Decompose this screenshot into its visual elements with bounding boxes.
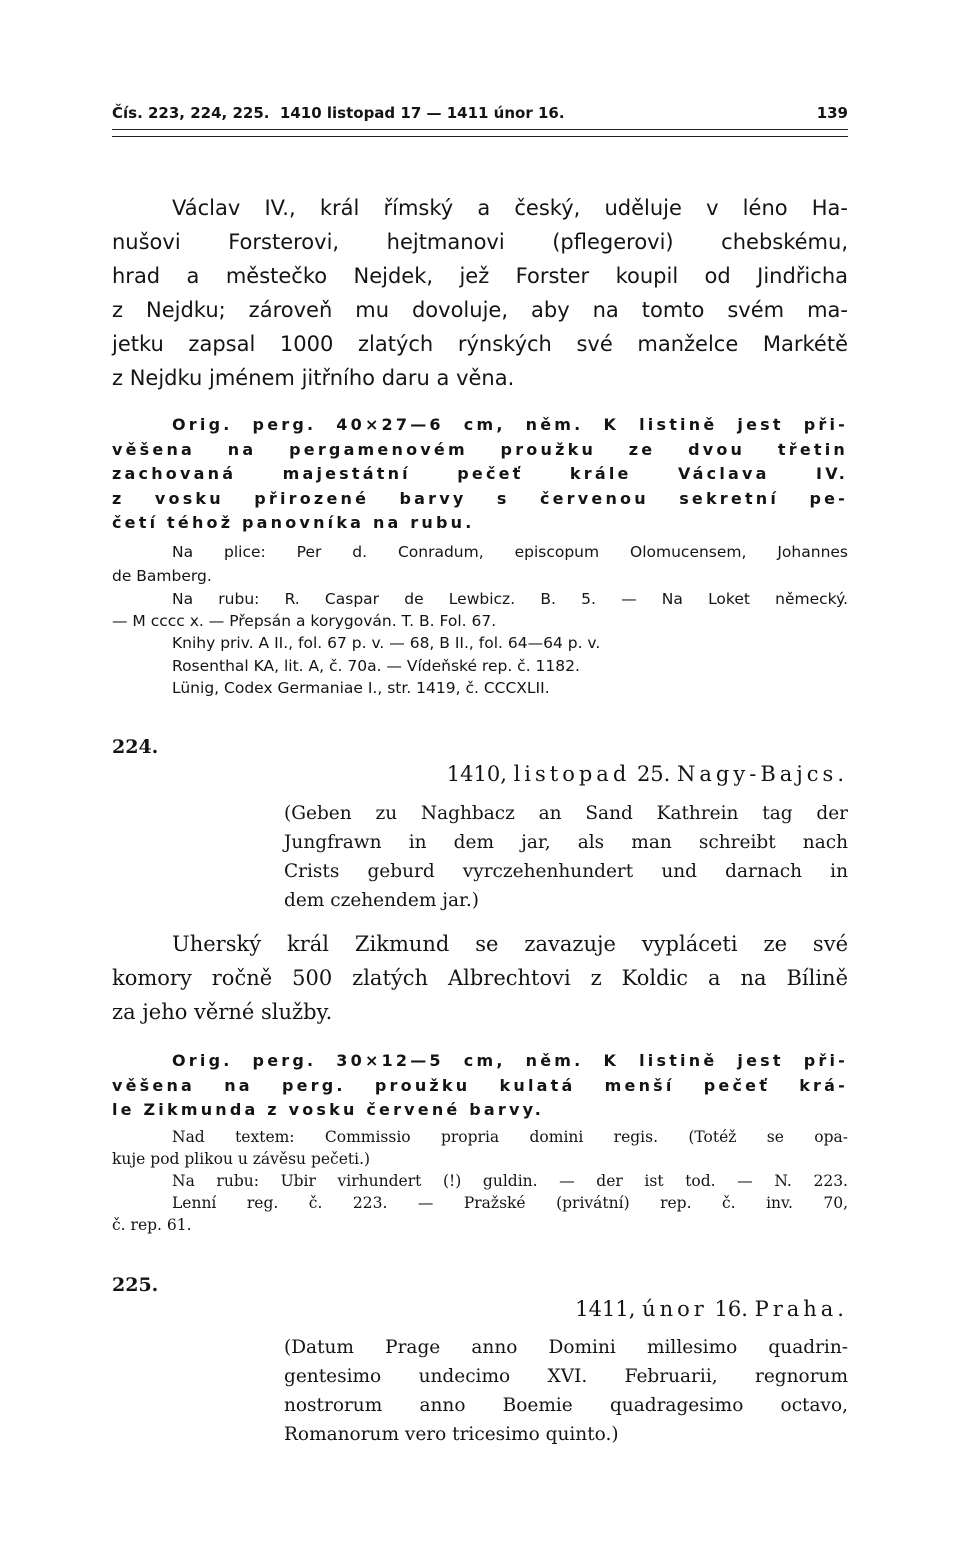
note-line: Nad textem: Commissio propria domini regis. (Totéž se opa- [172, 1128, 848, 1146]
description-line: Orig. perg. 30×12—5 cm, něm. K listině jest při- [172, 1051, 848, 1070]
note-line: Lünig, Codex Germaniae I., str. 1419, č. CCCXLII. [172, 679, 550, 697]
note-line: Rosenthal KA, lit. A, č. 70a. — Vídeňské rep. č. 1182. [172, 657, 580, 675]
datum-line: Jungfrawn in dem jar, als man schreibt nach [284, 832, 848, 853]
description-line: věšena na pergamenovém proužku ze dvou třetin [112, 440, 848, 459]
note-line: Na rubu: R. Caspar de Lewbicz. B. 5. — Na Loket německý. [172, 590, 848, 608]
regest-line: z Nejdku; zároveň mu dovoluje, aby na tomto svém ma- [112, 298, 848, 322]
document-number: 225. [112, 1274, 159, 1296]
regest-line: hrad a městečko Nejdek, jež Forster koupil od Jindřicha [112, 264, 848, 288]
header-rule [112, 129, 848, 130]
document-number: 224. [112, 736, 159, 758]
description-line: Orig. perg. 40×27—6 cm, něm. K listině jest při- [172, 415, 848, 434]
date-place: Praha. [754, 1297, 848, 1321]
description-line: z vosku přirozené barvy s červenou sekretní pe- [112, 489, 848, 508]
note-line: kuje pod plikou u závěsu pečeti.) [112, 1150, 371, 1168]
date-month: listopad [513, 762, 631, 786]
note-line: Na rubu: Ubir virhundert (!) guldin. — der ist tod. — N. 223. [172, 1172, 848, 1190]
header-rule-second [112, 136, 848, 137]
datum-line: nostrorum anno Boemie quadragesimo octavo, [284, 1395, 848, 1416]
regest-line: Uherský král Zikmund se zavazuje vypláceti ze své [172, 932, 848, 956]
date-month: únor [642, 1297, 708, 1321]
description-line: zachovaná majestátní pečeť krále Václava IV. [112, 464, 848, 483]
datum-line: dem czehendem jar.) [284, 890, 479, 911]
note-line: — M cccc x. — Přepsán a korygován. T. B. Fol. 67. [112, 612, 497, 630]
regest-line: Václav IV., král římský a český, uděluje v léno Ha- [172, 196, 848, 220]
datum-line: Romanorum vero tricesimo quinto.) [284, 1424, 619, 1445]
datum-line: gentesimo undecimo XVI. Februarii, regnorum [284, 1366, 848, 1387]
note-line: Na plice: Per d. Conradum, episcopum Olomucensem, Johannes [172, 543, 848, 561]
description-line: věšena na perg. proužku kulatá menší pečeť krá- [112, 1076, 848, 1095]
note-line: Knihy priv. A II., fol. 67 p. v. — 68, B II., fol. 64—64 p. v. [172, 634, 601, 652]
date-year: 1410, [446, 762, 514, 786]
running-title: Čís. 223, 224, 225. 1410 listopad 17 — 1411 únor 16. [112, 104, 565, 122]
date-day: 25. [630, 762, 678, 786]
datum-line: (Datum Prage anno Domini millesimo quadrin- [284, 1337, 848, 1358]
date-year: 1411, [575, 1297, 643, 1321]
regest-line: nušovi Forsterovi, hejtmanovi (pflegerovi) chebskému, [112, 230, 848, 254]
note-line: č. rep. 61. [112, 1216, 192, 1234]
datum-line: Crists geburd vyrczehenhundert und darnach in [284, 861, 848, 882]
page-number: 139 [816, 104, 848, 122]
date-day: 16. [707, 1297, 755, 1321]
datum-line: (Geben zu Naghbacz an Sand Kathrein tag der [284, 803, 848, 824]
date-place: Nagy-Bajcs. [677, 762, 848, 786]
regest-line: jetku zapsal 1000 zlatých rýnských své manželce Markétě [112, 332, 848, 356]
dateline [575, 1297, 848, 1321]
dateline [447, 762, 848, 786]
note-line: Lenní reg. č. 223. — Pražské (privátní) rep. č. inv. 70, [172, 1194, 848, 1212]
running-header [112, 104, 848, 130]
description-line: le Zikmunda z vosku červené barvy. [112, 1100, 545, 1119]
regest-line: z Nejdku jménem jitřního daru a věna. [112, 366, 515, 390]
description-line: četí téhož panovníka na rubu. [112, 513, 475, 532]
regest-line: za jeho věrné služby. [112, 1000, 333, 1024]
regest-line: komory ročně 500 zlatých Albrechtovi z Koldic a na Bílině [112, 966, 848, 990]
note-line: de Bamberg. [112, 567, 212, 585]
